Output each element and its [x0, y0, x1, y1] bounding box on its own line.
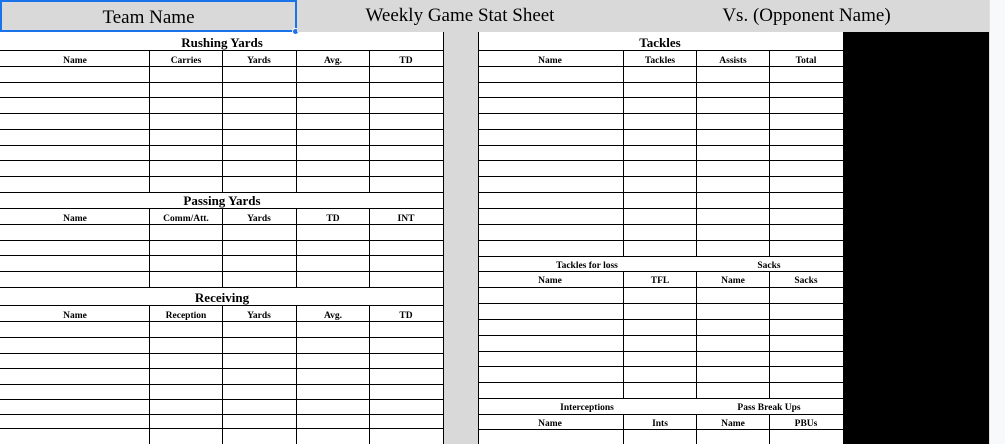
sacks-col-sacks: Sacks	[794, 276, 818, 286]
passing-col-yards: Yards	[247, 214, 271, 224]
passing-title: Passing Yards	[183, 193, 261, 208]
sacks-title: Sacks	[757, 261, 781, 271]
rushing-col-name: Name	[63, 56, 87, 66]
rushing-col-yards: Yards	[247, 56, 271, 66]
tackles-col-name: Name	[538, 56, 562, 66]
interceptions-col-ints: Ints	[652, 419, 668, 429]
rushing-col-td: TD	[399, 56, 413, 66]
passing-col-td: TD	[326, 214, 340, 224]
passing-col-comp-att: Comm/Att.	[163, 214, 209, 224]
tfl-col-tfl: TFL	[650, 276, 670, 286]
rushing-col-avg: Avg.	[323, 56, 343, 66]
sheet-title-cell[interactable]: Weekly Game Stat Sheet	[297, 0, 623, 32]
tfl-title: Tackles for loss	[556, 261, 618, 271]
receiving-col-td: TD	[399, 311, 413, 321]
pbu-col-name: Name	[721, 419, 745, 429]
tackles-col-total: Total	[795, 56, 817, 66]
opponent-cell[interactable]: Vs. (Opponent Name)	[623, 0, 990, 32]
interceptions-col-name: Name	[538, 419, 562, 429]
rushing-col-carries: Carries	[170, 56, 202, 66]
rushing-title: Rushing Yards	[181, 35, 263, 50]
receiving-col-avg: Avg.	[323, 311, 343, 321]
sacks-col-name: Name	[721, 276, 745, 286]
tackles-col-tackles: Tackles	[644, 56, 676, 66]
passing-col-name: Name	[63, 214, 87, 224]
receiving-col-yards: Yards	[247, 311, 271, 321]
receiving-col-reception: Reception	[165, 311, 207, 321]
team-name-cell[interactable]: Team Name	[0, 0, 297, 32]
pbu-title: Pass Break Ups	[737, 403, 801, 413]
receiving-title: Receiving	[194, 290, 250, 305]
tackles-title: Tackles	[639, 35, 681, 50]
tfl-col-name: Name	[538, 276, 562, 286]
passing-col-int: INT	[397, 214, 415, 224]
pbu-col-pbus: PBUs	[794, 419, 818, 429]
receiving-col-name: Name	[63, 311, 87, 321]
interceptions-title: Interceptions	[560, 403, 614, 413]
tackles-col-assists: Assists	[719, 56, 747, 66]
